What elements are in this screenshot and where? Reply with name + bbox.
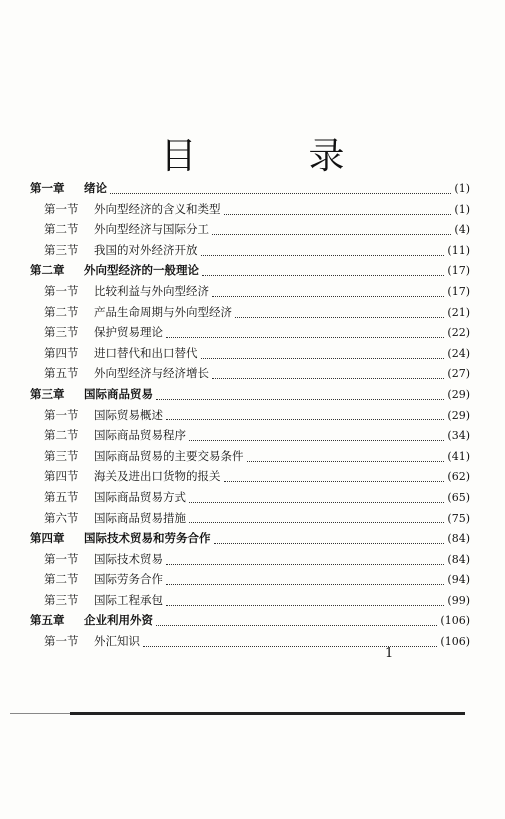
dot-leader [189, 434, 444, 441]
entry-label: 第二节 [44, 572, 79, 587]
entry-page-number: (21) [447, 305, 470, 319]
entry-page-number: (94) [447, 573, 470, 587]
dot-leader [224, 207, 452, 214]
entry-page-number: (84) [447, 532, 470, 546]
entry-title: 外向型经济与经济增长 [94, 366, 209, 381]
dot-leader [189, 496, 444, 503]
dot-leader [247, 454, 445, 461]
entry-page-number: (106) [440, 635, 470, 649]
entry-title: 国际商品贸易的主要交易条件 [94, 448, 244, 463]
entry-title: 国际商品贸易措施 [94, 510, 186, 525]
entry-title: 我国的对外经济开放 [94, 242, 198, 257]
toc-section-entry [30, 345, 470, 366]
entry-label: 第五节 [44, 366, 79, 381]
entry-page-number: (84) [447, 552, 470, 566]
entry-label: 第二节 [44, 222, 79, 237]
entry-title: 国际商品贸易方式 [94, 489, 186, 504]
toc-section-entry [30, 571, 470, 592]
toc-section-entry [30, 427, 470, 448]
entry-page-number: (1) [454, 202, 470, 216]
toc-section-entry [30, 324, 470, 345]
entry-label: 第三节 [44, 448, 79, 463]
dot-leader [224, 475, 445, 482]
entry-page-number: (29) [447, 387, 470, 401]
entry-title: 国际商品贸易程序 [94, 428, 186, 443]
entry-title: 外向型经济的一般理论 [84, 263, 199, 278]
entry-title: 绪论 [84, 181, 107, 195]
entry-page-number: (29) [447, 408, 470, 422]
entry-page-number: (11) [447, 243, 470, 257]
toc-chapter-entry [30, 612, 470, 633]
dot-leader [189, 516, 444, 523]
page-title: 目 录 [160, 136, 383, 177]
dot-leader [166, 578, 444, 585]
toc-section-entry [30, 633, 470, 654]
entry-label: 第一节 [44, 634, 79, 649]
entry-page-number: (22) [447, 326, 470, 340]
dot-leader [202, 269, 444, 276]
entry-page-number: (4) [454, 223, 470, 237]
dot-leader [166, 331, 444, 338]
dot-leader [156, 393, 444, 400]
entry-label: 第四节 [44, 345, 79, 360]
dot-leader [166, 557, 444, 564]
entry-page-number: (34) [447, 429, 470, 443]
entry-page-number: (1) [454, 182, 470, 195]
dot-leader [235, 310, 444, 317]
dot-leader [201, 248, 445, 255]
toc-section-entry [30, 283, 470, 304]
toc-section-entry [30, 304, 470, 325]
entry-title: 产品生命周期与外向型经济 [94, 304, 232, 319]
dot-leader [156, 619, 437, 626]
entry-title: 国际技术贸易和劳务合作 [84, 531, 211, 546]
entry-title: 外向型经济与国际分工 [94, 222, 209, 237]
entry-title: 进口替代和出口替代 [94, 345, 198, 360]
toc-section-entry [30, 489, 470, 510]
entry-label: 第五章 [30, 613, 65, 628]
dot-leader [212, 372, 444, 379]
entry-label: 第二章 [30, 263, 65, 278]
entry-label: 第四节 [44, 469, 79, 484]
entry-label: 第一节 [44, 201, 79, 216]
entry-label: 第一节 [44, 551, 79, 566]
entry-title: 比较利益与外向型经济 [94, 283, 209, 298]
entry-label: 第四章 [30, 531, 65, 546]
toc-section-entry [30, 242, 470, 263]
entry-page-number: (17) [447, 264, 470, 278]
entry-label: 第一章 [30, 181, 65, 195]
toc-chapter-entry [30, 530, 470, 551]
toc-section-entry [30, 365, 470, 386]
toc-section-entry [30, 448, 470, 469]
entry-title: 国际工程承包 [94, 592, 163, 607]
toc-section-entry [30, 551, 470, 572]
entry-label: 第二节 [44, 428, 79, 443]
toc-section-entry [30, 592, 470, 613]
entry-label: 第三节 [44, 242, 79, 257]
entry-page-number: (65) [447, 490, 470, 504]
entry-title: 企业利用外资 [84, 613, 153, 628]
entry-title: 国际贸易概述 [94, 407, 163, 422]
toc-section-entry [30, 201, 470, 222]
dot-leader [166, 413, 444, 420]
footer-rule [70, 712, 465, 715]
entry-title: 国际技术贸易 [94, 551, 163, 566]
entry-label: 第六节 [44, 510, 79, 525]
entry-page-number: (27) [447, 367, 470, 381]
toc-chapter-entry [30, 262, 470, 283]
entry-title: 外汇知识 [94, 634, 140, 649]
page-number: 1 [385, 646, 394, 661]
dot-leader [212, 290, 444, 297]
toc-chapter-entry [30, 180, 470, 201]
entry-label: 第一节 [44, 283, 79, 298]
entry-label: 第三节 [44, 325, 79, 340]
entry-title: 外向型经济的含义和类型 [94, 201, 221, 216]
entry-title: 海关及进出口货物的报关 [94, 469, 221, 484]
table-of-contents [30, 180, 470, 654]
entry-title: 国际商品贸易 [84, 386, 153, 401]
footer-rule-thin [10, 713, 70, 714]
toc-section-entry [30, 221, 470, 242]
entry-label: 第三章 [30, 386, 65, 401]
entry-title: 国际劳务合作 [94, 572, 163, 587]
entry-page-number: (24) [447, 346, 470, 360]
entry-label: 第三节 [44, 592, 79, 607]
entry-page-number: (99) [447, 593, 470, 607]
dot-leader [201, 351, 445, 358]
toc-chapter-entry [30, 386, 470, 407]
dot-leader [166, 599, 444, 606]
entry-page-number: (62) [447, 470, 470, 484]
entry-page-number: (75) [447, 511, 470, 525]
dot-leader [110, 187, 451, 194]
toc-section-entry [30, 407, 470, 428]
entry-page-number: (41) [447, 449, 470, 463]
dot-leader [212, 228, 451, 235]
toc-section-entry [30, 510, 470, 531]
dot-leader [214, 537, 445, 544]
entry-page-number: (17) [447, 284, 470, 298]
entry-page-number: (106) [440, 614, 470, 628]
toc-section-entry [30, 468, 470, 489]
entry-title: 保护贸易理论 [94, 325, 163, 340]
entry-label: 第一节 [44, 407, 79, 422]
entry-label: 第二节 [44, 304, 79, 319]
entry-label: 第五节 [44, 489, 79, 504]
